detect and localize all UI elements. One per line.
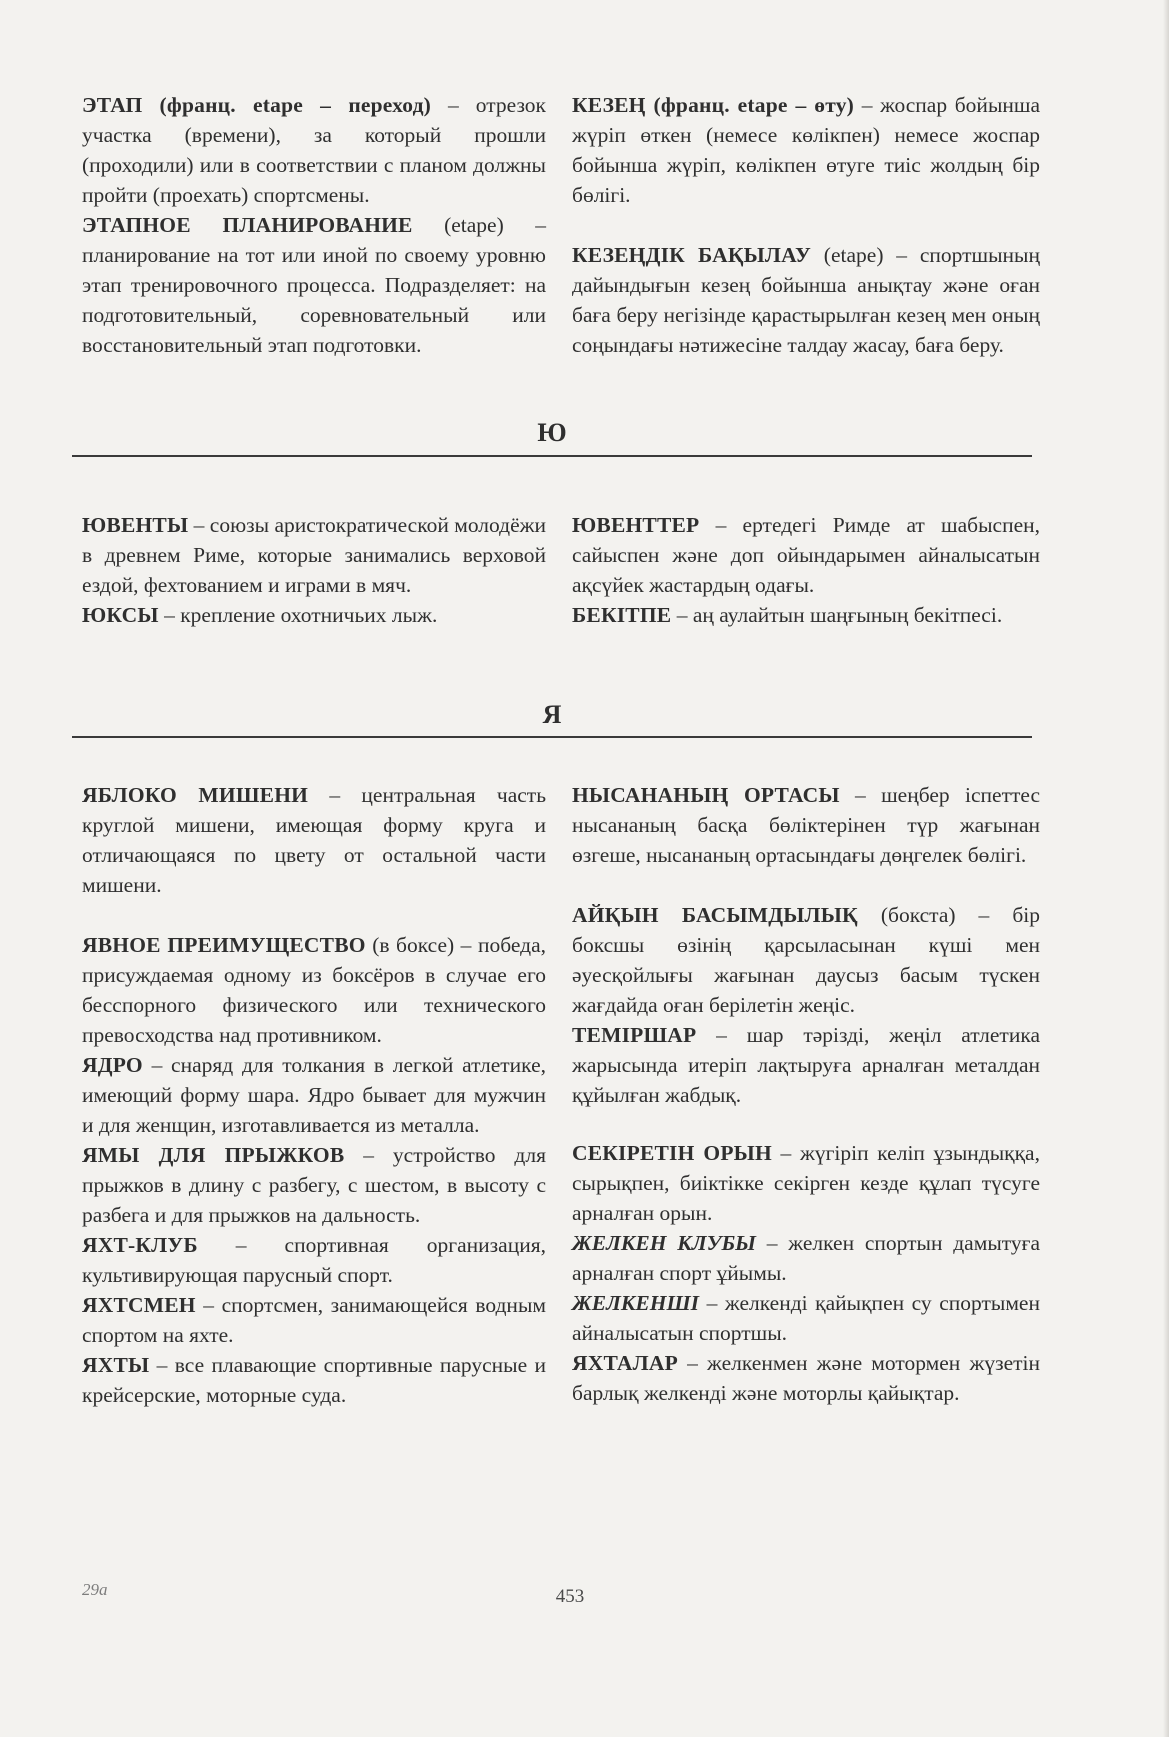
entry-yuventter <box>572 510 1040 600</box>
entry-term: ЭТАПНОЕ ПЛАНИРОВАНИЕ <box>82 213 413 237</box>
etap-kz-column <box>572 90 1040 360</box>
entry-term: НЫСАНАНЫҢ ОРТАСЫ <box>572 783 840 807</box>
entry-definition: – желкенмен және мотормен жүзетін барлық желкенді және моторлы қайықтар. <box>572 1351 1040 1405</box>
entry-term: ЮКСЫ <box>82 603 159 627</box>
page-number: 453 <box>555 1586 585 1607</box>
section-divider <box>72 736 1032 738</box>
entry-term: АЙҚЫН БАСЫМДЫЛЫҚ <box>572 903 858 927</box>
entry-term: КЕЗЕҢДІК БАҚЫЛАУ <box>572 243 811 267</box>
entry-zhelken-klubu <box>572 1228 1040 1288</box>
yu-ru-column <box>82 510 546 630</box>
entry-term: ЮВЕНТЫ <box>82 513 189 537</box>
entry-definition: – ертедегі Римде ат шабыспен, сайыспен және доп ойындарымен айналысатын ақсүйек жастардың одағы. <box>572 513 1040 597</box>
entry-definition: – устройство для прыжков в длину с разбегу, с шестом, в высоту с разбега и для прыжков на дальность. <box>82 1143 546 1227</box>
entry-term: ЖЕЛКЕНШІ <box>572 1291 700 1315</box>
entry-term: БЕКІТПЕ <box>572 603 672 627</box>
section-divider <box>72 455 1032 457</box>
entry-term: КЕЗЕҢ (франц. etape – өту) <box>572 93 855 117</box>
entry-term: ТЕМІРШАР <box>572 1023 697 1047</box>
entry-definition: – спортсмен, занимающейся водным спортом на яхте. <box>82 1293 546 1347</box>
entry-definition: – шеңбер іспеттес нысананың басқа бөліктерінен түр жағынан өзгеше, нысананың ортасындағы дөңгелек бөлігі. <box>572 783 1041 867</box>
entry-definition: – отрезок участка (времени), за который прошли (проходили) или в соответствии с планом должны пройти (проехать) спортсмены. <box>82 93 547 207</box>
entry-term: ЯХТЫ <box>82 1353 150 1377</box>
entry-definition: – желкен спортын дамытуға арналған спорт ұйымы. <box>572 1231 1041 1285</box>
entry-etapnoe-planirovanie <box>82 210 546 360</box>
entry-definition: (в боксе) – победа, присуждаемая одному из боксёров в случае его бесспорного физического или технического превосходства над противником. <box>82 933 546 1047</box>
entry-yakhtalar <box>572 1348 1040 1408</box>
entry-term: ЯВНОЕ ПРЕИМУЩЕСТВО <box>82 933 366 957</box>
entry-term: ЯХТАЛАР <box>572 1351 678 1375</box>
entry-zhelkenshi <box>572 1288 1040 1348</box>
entry-definition: – все плавающие спортивные парусные и крейсерские, моторные суда. <box>82 1353 546 1407</box>
entry-temirshar <box>572 1020 1040 1110</box>
entry-definition: – центральная часть круглой мишени, имеющая форму круга и отличающаяся по цвету от остальной части мишени. <box>82 783 547 897</box>
entry-yavnoe-preimushchestvo <box>82 930 546 1050</box>
etap-ru-column <box>82 90 546 360</box>
entry-term: ЮВЕНТТЕР <box>572 513 700 537</box>
entry-yuventy <box>82 510 546 600</box>
ya-ru-column <box>82 780 546 1410</box>
entry-yadro <box>82 1050 546 1140</box>
signature-mark: 29a <box>82 1580 108 1599</box>
entry-yamy-dlya-pryzhkov <box>82 1140 546 1230</box>
section-letter-yu: Ю <box>537 418 567 447</box>
entry-term: ЯДРО <box>82 1053 143 1077</box>
entry-term: ЯХТ-КЛУБ <box>82 1233 198 1257</box>
entry-kezen <box>572 90 1040 210</box>
entry-term: ЯМЫ ДЛЯ ПРЫЖКОВ <box>82 1143 345 1167</box>
entry-yuksy <box>82 600 546 630</box>
entry-etap <box>82 90 546 210</box>
ya-kz-column <box>572 780 1040 1408</box>
entry-definition: (etape) – планирование на тот или иной по своему уровню этап тренировочного процесса. Подразделяет: на подготовительный, соревновательный или восстановительный этап подготовки. <box>82 213 546 357</box>
entry-definition: – союзы аристократической молодёжи в древнем Риме, которые занимались верховой ездой, фехтованием и играми в мяч. <box>82 513 546 597</box>
entry-yakhtsmen <box>82 1290 546 1350</box>
page-edge-shadow <box>1163 0 1169 1737</box>
entry-definition: – снаряд для толкания в легкой атлетике, имеющий форму шара. Ядро бывает для мужчин и для женщин, изготавливается из металла. <box>82 1053 546 1137</box>
entry-term: ЭТАП (франц. etape – переход) <box>82 93 432 117</box>
entry-definition: – жүгіріп келіп ұзындыққа, сырықпен, биіктікке секірген кезде құлап түсуге арналған орын. <box>572 1141 1040 1225</box>
entry-term: ЯХТСМЕН <box>82 1293 196 1317</box>
entry-term: ЖЕЛКЕН КЛУБЫ <box>572 1231 757 1255</box>
entry-term: ЯБЛОКО МИШЕНИ <box>82 783 309 807</box>
entry-definition: – жоспар бойынша жүріп өткен (немесе көлікпен) немесе жоспар бойынша жүріп, көлікпен өтуге тиіс жолдың бір бөлігі. <box>572 93 1040 207</box>
entry-yabloko-misheni <box>82 780 546 900</box>
entry-yakht-klub <box>82 1230 546 1290</box>
yu-kz-column <box>572 510 1040 630</box>
entry-aikyn-basymdylyk <box>572 900 1040 1020</box>
entry-bekitpe <box>572 600 1040 630</box>
entry-sekiretin-oryn <box>572 1138 1040 1228</box>
entry-definition: – крепление охотничьих лыж. <box>158 603 438 627</box>
entry-definition: – шар тәрізді, жеңіл атлетика жарысында итеріп лақтыруға арналған металдан құйылған жабдық. <box>572 1023 1040 1107</box>
entry-kezendik-bakylau <box>572 240 1040 360</box>
section-letter-ya: Я <box>542 700 562 729</box>
entry-definition: – аң аулайтын шаңғының бекітпесі. <box>671 603 1003 627</box>
entry-definition: (etape) – спортшының дайындығын кезең бойынша анықтау және оған баға беру негізінде қарастырылған кезең мен оның соңындағы нәтижесіне талдау жасау, баға беру. <box>572 243 1040 357</box>
entry-definition: – желкенді қайықпен су спортымен айналысатын спортшы. <box>572 1291 1040 1345</box>
entry-definition: – спортивная организация, культивирующая парусный спорт. <box>82 1233 546 1287</box>
entry-yakhty <box>82 1350 546 1410</box>
entry-nysananyn-ortasy <box>572 780 1040 870</box>
entry-definition: (бокста) – бір боксшы өзінің қарсыласынан күші мен әуесқойлығы жағынан даусыз басым түскен жағдайда оған берілетін жеңіс. <box>572 903 1040 1017</box>
entry-term: СЕКІРЕТІН ОРЫН <box>572 1141 772 1165</box>
